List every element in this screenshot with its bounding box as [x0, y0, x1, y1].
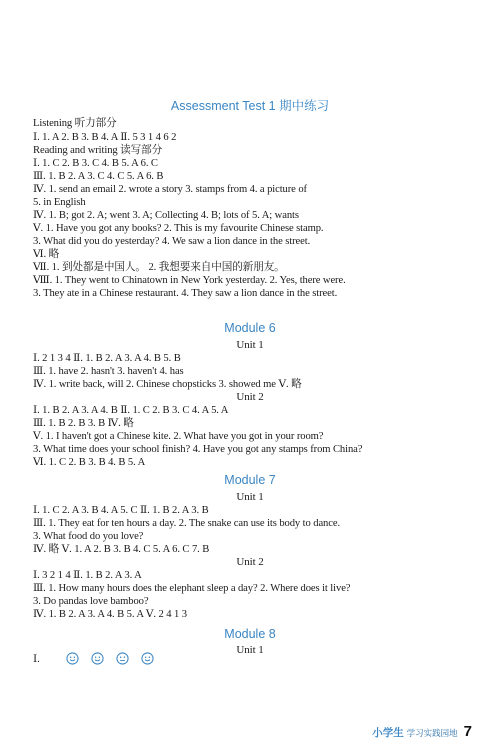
answer-line: Ⅲ. 1. They eat for ten hours a day. 2. The snake can use its body to dance.: [33, 518, 341, 529]
answer-line: 5. in English: [33, 197, 86, 208]
answer-line: Ⅳ. 1. B; got 2. A; went 3. A; Collecting 4. B; lots of 5. A; wants: [33, 210, 299, 221]
module7-unit2-label: Unit 2: [236, 556, 264, 568]
answer-line: Ⅵ. 略: [33, 249, 60, 260]
smile-icon: [91, 652, 104, 665]
module7-unit1-label: Unit 1: [236, 491, 264, 503]
module8-unit1-label: Unit 1: [236, 644, 264, 656]
assessment-title: Assessment Test 1 期中练习: [170, 99, 330, 113]
answer-line: Ⅳ. 1. B 2. A 3. A 4. B 5. A Ⅴ. 2 4 1 3: [33, 609, 187, 620]
brand-name: 小学生: [372, 727, 404, 739]
answer-line: 3. What time does your school finish? 4. Have you got any stamps from China?: [33, 444, 363, 455]
face-answers: [66, 652, 154, 665]
answer-line: Ⅴ. 1. Have you got any books? 2. This is my favourite Chinese stamp.: [33, 223, 324, 234]
answer-line: Ⅰ. 1. C 2. A 3. B 4. A 5. C Ⅱ. 1. B 2. A 3. B: [33, 505, 209, 516]
answer-line: Ⅰ. 1. C 2. B 3. C 4. B 5. A 6. C: [33, 158, 158, 169]
answer-line: Ⅵ. 1. C 2. B 3. B 4. B 5. A: [33, 457, 146, 468]
module6-title: Module 6: [224, 321, 276, 335]
module6-unit1-label: Unit 1: [236, 339, 264, 351]
answer-line: 3. They ate in a Chinese restaurant. 4. They saw a lion dance in the street.: [33, 288, 338, 299]
smile-icon: [141, 652, 154, 665]
smile-icon: [66, 652, 79, 665]
answer-line: Ⅴ. 1. I haven't got a Chinese kite. 2. What have you got in your room?: [33, 431, 324, 442]
answer-line: 3. Do pandas love bamboo?: [33, 596, 149, 607]
answer-line: Ⅳ. 略 Ⅴ. 1. A 2. B 3. B 4. C 5. A 6. C 7. B: [33, 544, 210, 555]
answer-line: 3. What food do you love?: [33, 531, 144, 542]
answer-line: Ⅰ. 2 1 3 4 Ⅱ. 1. B 2. A 3. A 4. B 5. B: [33, 353, 181, 364]
answer-line: Ⅰ.: [33, 654, 40, 665]
answer-line: Reading and writing 读写部分: [33, 145, 163, 156]
answer-line: Ⅲ. 1. B 2. A 3. C 4. C 5. A 6. B: [33, 171, 164, 182]
answer-line: Ⅲ. 1. have 2. hasn't 3. haven't 4. has: [33, 366, 184, 377]
module8-title: Module 8: [224, 627, 276, 641]
answer-line: Listening 听力部分: [33, 118, 117, 129]
neutral-icon: [116, 652, 129, 665]
answer-line: Ⅷ. 1. They went to Chinatown in New York yesterday. 2. Yes, there were.: [33, 275, 346, 286]
answer-line: Ⅰ. 1. A 2. B 3. B 4. A Ⅱ. 5 3 1 4 6 2: [33, 132, 177, 143]
brand-label: [372, 725, 457, 740]
module7-title: Module 7: [224, 473, 276, 487]
answer-line: Ⅲ. 1. B 2. B 3. B Ⅳ. 略: [33, 418, 134, 429]
answer-line: Ⅰ. 3 2 1 4 Ⅱ. 1. B 2. A 3. A: [33, 570, 142, 581]
answer-line: Ⅶ. 1. 到处都是中国人。 2. 我想要来自中国的新朋友。: [33, 262, 285, 273]
answer-line: Ⅲ. 1. How many hours does the elephant sleep a day? 2. Where does it live?: [33, 583, 351, 594]
brand-subtitle: 学习实践园地: [406, 728, 458, 738]
page-footer: [372, 723, 472, 740]
page-number: 7: [463, 723, 472, 740]
answer-line: Ⅳ. 1. send an email 2. wrote a story 3. stamps from 4. a picture of: [33, 184, 307, 195]
module6-unit2-label: Unit 2: [236, 391, 264, 403]
answer-line: 3. What did you do yesterday? 4. We saw a lion dance in the street.: [33, 236, 311, 247]
answer-line: Ⅰ. 1. B 2. A 3. A 4. B Ⅱ. 1. C 2. B 3. C 4. A 5. A: [33, 405, 229, 416]
answer-line: Ⅳ. 1. write back, will 2. Chinese chopsticks 3. showed me Ⅴ. 略: [33, 379, 302, 390]
